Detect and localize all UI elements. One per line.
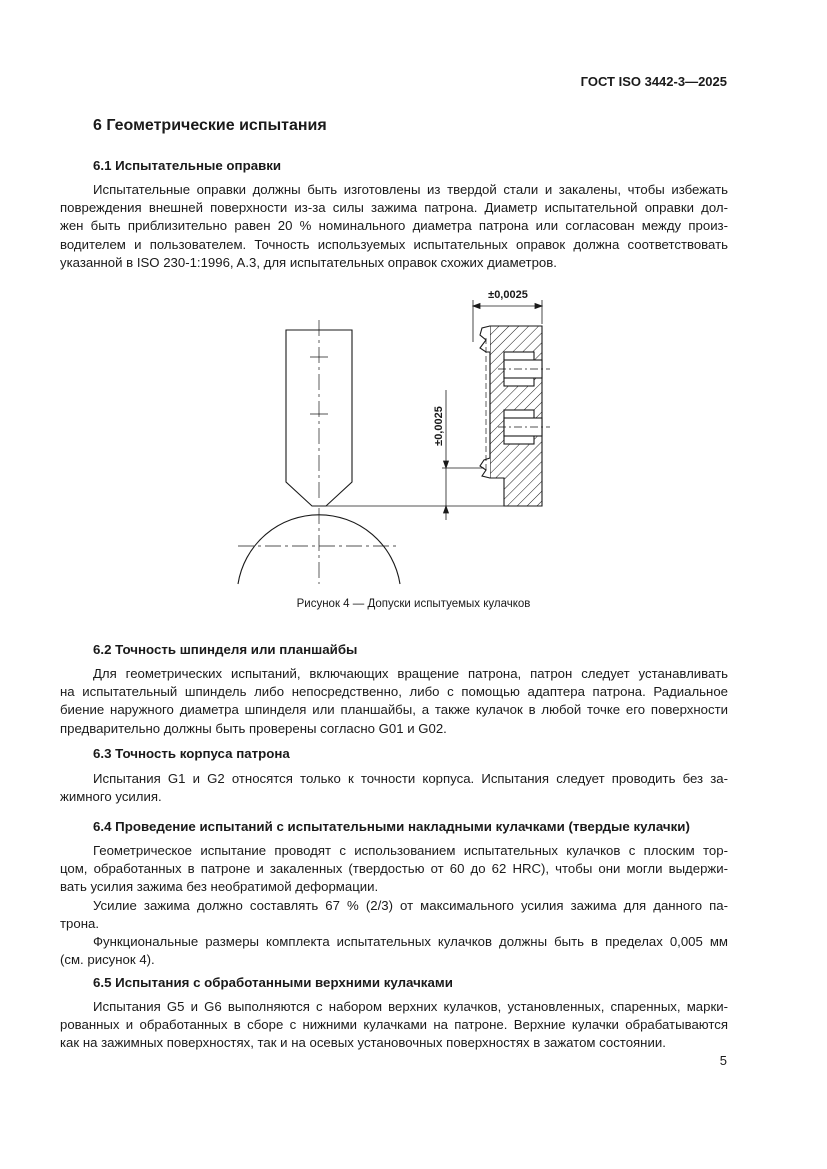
text-line: указанной в ISO 230-1:1996, A.3, для испытательных оправок схожих диаметров. bbox=[60, 254, 557, 270]
figure-4-caption: Рисунок 4 — Допуски испытуемых кулачков bbox=[296, 598, 531, 610]
text-line: жимного усилия. bbox=[60, 789, 162, 805]
figure-4-drawing bbox=[228, 280, 568, 590]
text-line: как на зажимных поверхностях, так и на осевых установочных поверхностях в зажатом состоянии. bbox=[60, 1035, 666, 1051]
chuck-arc bbox=[238, 508, 400, 584]
text-line: биение наружного диаметра шпинделя или планшайбы, а также кулачок в любой точке его поверхности bbox=[60, 702, 728, 718]
section-6-2-text bbox=[60, 665, 728, 738]
section-6-3-text bbox=[60, 770, 728, 806]
text-line: (см. рисунок 4). bbox=[60, 952, 155, 968]
section-6-1-title: 6.1 Испытательные оправки bbox=[93, 158, 282, 173]
text-line: Испытания G1 и G2 относятся только к точности корпуса. Испытания следует проводить без за- bbox=[93, 771, 728, 786]
page-header: ГОСТ ISO 3442-3—2025 bbox=[580, 74, 727, 89]
section-6-4-title: 6.4 Проведение испытаний с испытательными накладными кулачками (твердые кулачки) bbox=[93, 819, 690, 834]
page-number: 5 bbox=[719, 1053, 727, 1068]
section-6-2-title: 6.2 Точность шпинделя или планшайбы bbox=[93, 642, 358, 657]
text-line: повреждения внешней поверхности из-за силы зажима патрона. Диаметр испытательной оправки дол- bbox=[60, 200, 728, 216]
section-6-5-text bbox=[60, 998, 728, 1053]
section-6-5-title: 6.5 Испытания с обработанными верхними кулачками bbox=[93, 975, 453, 990]
text-line: Геометрическое испытание проводят с использованием испытательных кулачков с плоским тор- bbox=[93, 843, 728, 858]
tolerance-vertical-label: ±0,0025 bbox=[433, 406, 445, 446]
text-line: Для геометрических испытаний, включающих вращение патрона, патрон следует устанавливать bbox=[93, 666, 728, 681]
text-line: Испытания G5 и G6 выполняются с набором верхних кулачков, установленных, спаренных, марки- bbox=[93, 999, 728, 1014]
text-line: водителем и пользователем. Точность используемых испытательных оправок должна соответствовать bbox=[60, 236, 728, 252]
section-6-title: 6 Геометрические испытания bbox=[93, 117, 327, 134]
text-line: Испытательные оправки должны быть изготовлены из твердой стали и закалены, чтобы избежать bbox=[93, 182, 728, 197]
text-line: на испытательный шпиндель либо непосредственно, либо с помощью адаптера патрона. Радиальное bbox=[60, 684, 728, 700]
section-6-4-text bbox=[60, 842, 728, 969]
text-line: Усилие зажима должно составлять 67 % (2/3) от максимального усилия зажима для данного па- bbox=[93, 897, 728, 913]
section-6-3-title: 6.3 Точность корпуса патрона bbox=[93, 746, 290, 761]
text-line: цом, обработанных в патроне и закаленных (твердостью от 60 до 62 HRC), чтобы они могли выдержи- bbox=[60, 861, 728, 877]
text-line: вать усилия зажима без необратимой деформации. bbox=[60, 879, 379, 895]
tolerance-horizontal-label: ±0,0025 bbox=[488, 289, 528, 301]
test-jaw bbox=[480, 326, 550, 506]
text-line: трона. bbox=[60, 915, 99, 931]
text-line: жен быть приблизительно равен 20 % номинального диаметра патрона или согласован между произ- bbox=[60, 218, 728, 234]
test-mandrel bbox=[286, 320, 352, 506]
text-line: Функциональные размеры комплекта испытательных кулачков должны быть в пределах 0,005 мм bbox=[93, 934, 728, 950]
section-6-1-text bbox=[60, 181, 728, 272]
text-line: предварительно должны быть проверены согласно G01 и G02. bbox=[60, 720, 447, 736]
text-line: рованных и обработанных в сборе с нижними кулачками на патроне. Верхние кулачки обрабатываются bbox=[60, 1017, 728, 1033]
